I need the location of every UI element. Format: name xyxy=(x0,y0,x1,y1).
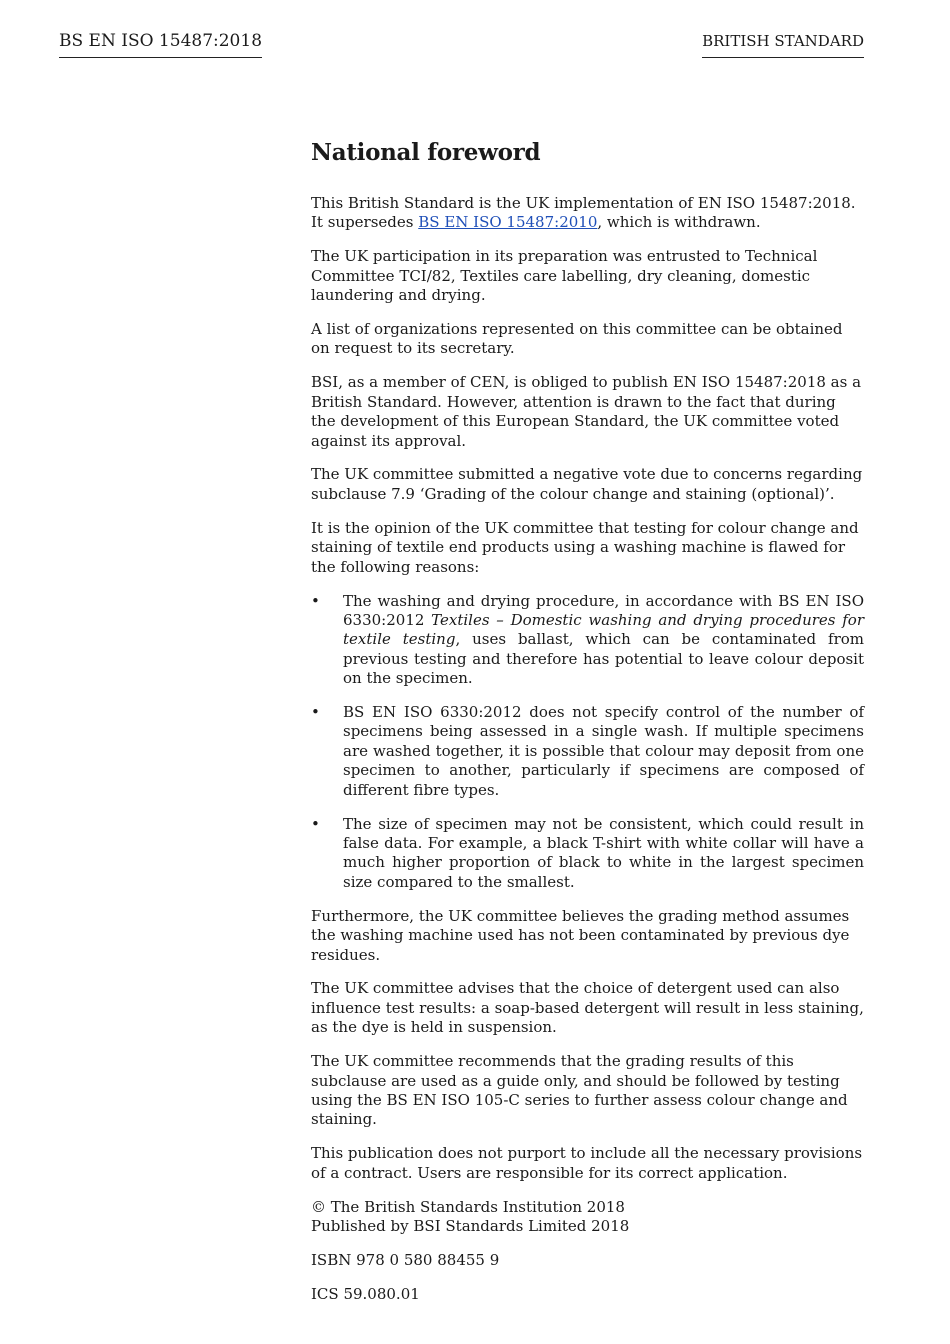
paragraph-text: This British Standard is the UK implementation of EN ISO 15487:2018. It supersedes xyxy=(311,194,856,232)
reasons-list xyxy=(311,592,864,893)
paragraph-committee: The UK participation in its preparation was entrusted to Technical Committee TCI/82, Textiles care labelling, dry cleaning, domestic laundering and drying. xyxy=(311,247,818,305)
paragraph-grading-method: Furthermore, the UK committee believes the grading method assumes the washing machine used has not been contaminated by previous dye residues. xyxy=(311,906,850,964)
paragraph-organizations: A list of organizations represented on this committee can be obtained on request to its secretary. xyxy=(311,320,843,358)
isbn: ISBN 978 0 580 88455 9 xyxy=(311,1250,500,1269)
ics-code: ICS 59.080.01 xyxy=(311,1284,420,1303)
page-title: National foreword xyxy=(311,139,541,166)
paragraph-implementation xyxy=(311,194,864,233)
list-item-italic-title: Textiles – Domestic washing and drying procedures for textile testing xyxy=(343,610,865,649)
paragraph-detergent: The UK committee advises that the choice of detergent used can also influence test results: a soap-based detergent will result in less staining, as the dye is held in suspension. xyxy=(311,979,864,1037)
header-standard-number: BS EN ISO 15487:2018 xyxy=(59,30,262,58)
list-item xyxy=(311,815,864,893)
bullet-icon: • xyxy=(311,814,320,833)
bullet-icon: • xyxy=(311,591,320,610)
imprint-block xyxy=(311,1198,864,1237)
paragraph-negative-vote: The UK committee submitted a negative vote due to concerns regarding subclause 7.9 ‘Grading of the colour change and staining (optional)’. xyxy=(311,465,863,503)
copyright-notice: © The British Standards Institution 2018 xyxy=(311,1197,625,1216)
header-publisher-label: BRITISH STANDARD xyxy=(702,30,864,58)
list-item-text: The size of specimen may not be consistent, which could result in false data. For example, a black T-shirt with white collar will have a much higher proportion of black to white in the largest specimen size compared to the smallest. xyxy=(343,814,864,891)
paragraph-recommendation: The UK committee recommends that the grading results of this subclause are used as a guide only, and should be followed by testing using the BS EN ISO 105-C series to further assess colour change and staining. xyxy=(311,1052,848,1129)
list-item-text: , uses ballast, which can be contaminated from previous testing and therefore has potential to leave colour deposit on the specimen. xyxy=(343,630,864,688)
paragraph-disclaimer: This publication does not purport to include all the necessary provisions of a contract. Users are responsible for its correct application. xyxy=(311,1144,863,1182)
list-item-text: The washing and drying procedure, in accordance with BS EN ISO 6330:2012 xyxy=(343,591,864,629)
paragraph-opinion: It is the opinion of the UK committee that testing for colour change and staining of textile end products using a washing machine is flawed for the following reasons: xyxy=(311,518,859,576)
list-item-text: BS EN ISO 6330:2012 does not specify control of the number of specimens being assessed in a single wash. If multiple specimens are washed together, it is possible that colour may deposit from one specimen to another, particularly if specimens are composed of different fibre types. xyxy=(343,703,864,799)
foreword-content xyxy=(311,138,864,1304)
list-item xyxy=(311,703,864,800)
bullet-icon: • xyxy=(311,703,320,722)
list-item xyxy=(311,592,864,689)
paragraph-text: , which is withdrawn. xyxy=(597,213,761,232)
publisher-notice: Published by BSI Standards Limited 2018 xyxy=(311,1216,630,1235)
superseded-standard-link[interactable]: BS EN ISO 15487:2010 xyxy=(418,213,598,232)
paragraph-cen-obligation: BSI, as a member of CEN, is obliged to publish EN ISO 15487:2018 as a British Standard. However, attention is drawn to the fact that during the development of this European Standard, the UK committee voted against its approval. xyxy=(311,373,862,450)
